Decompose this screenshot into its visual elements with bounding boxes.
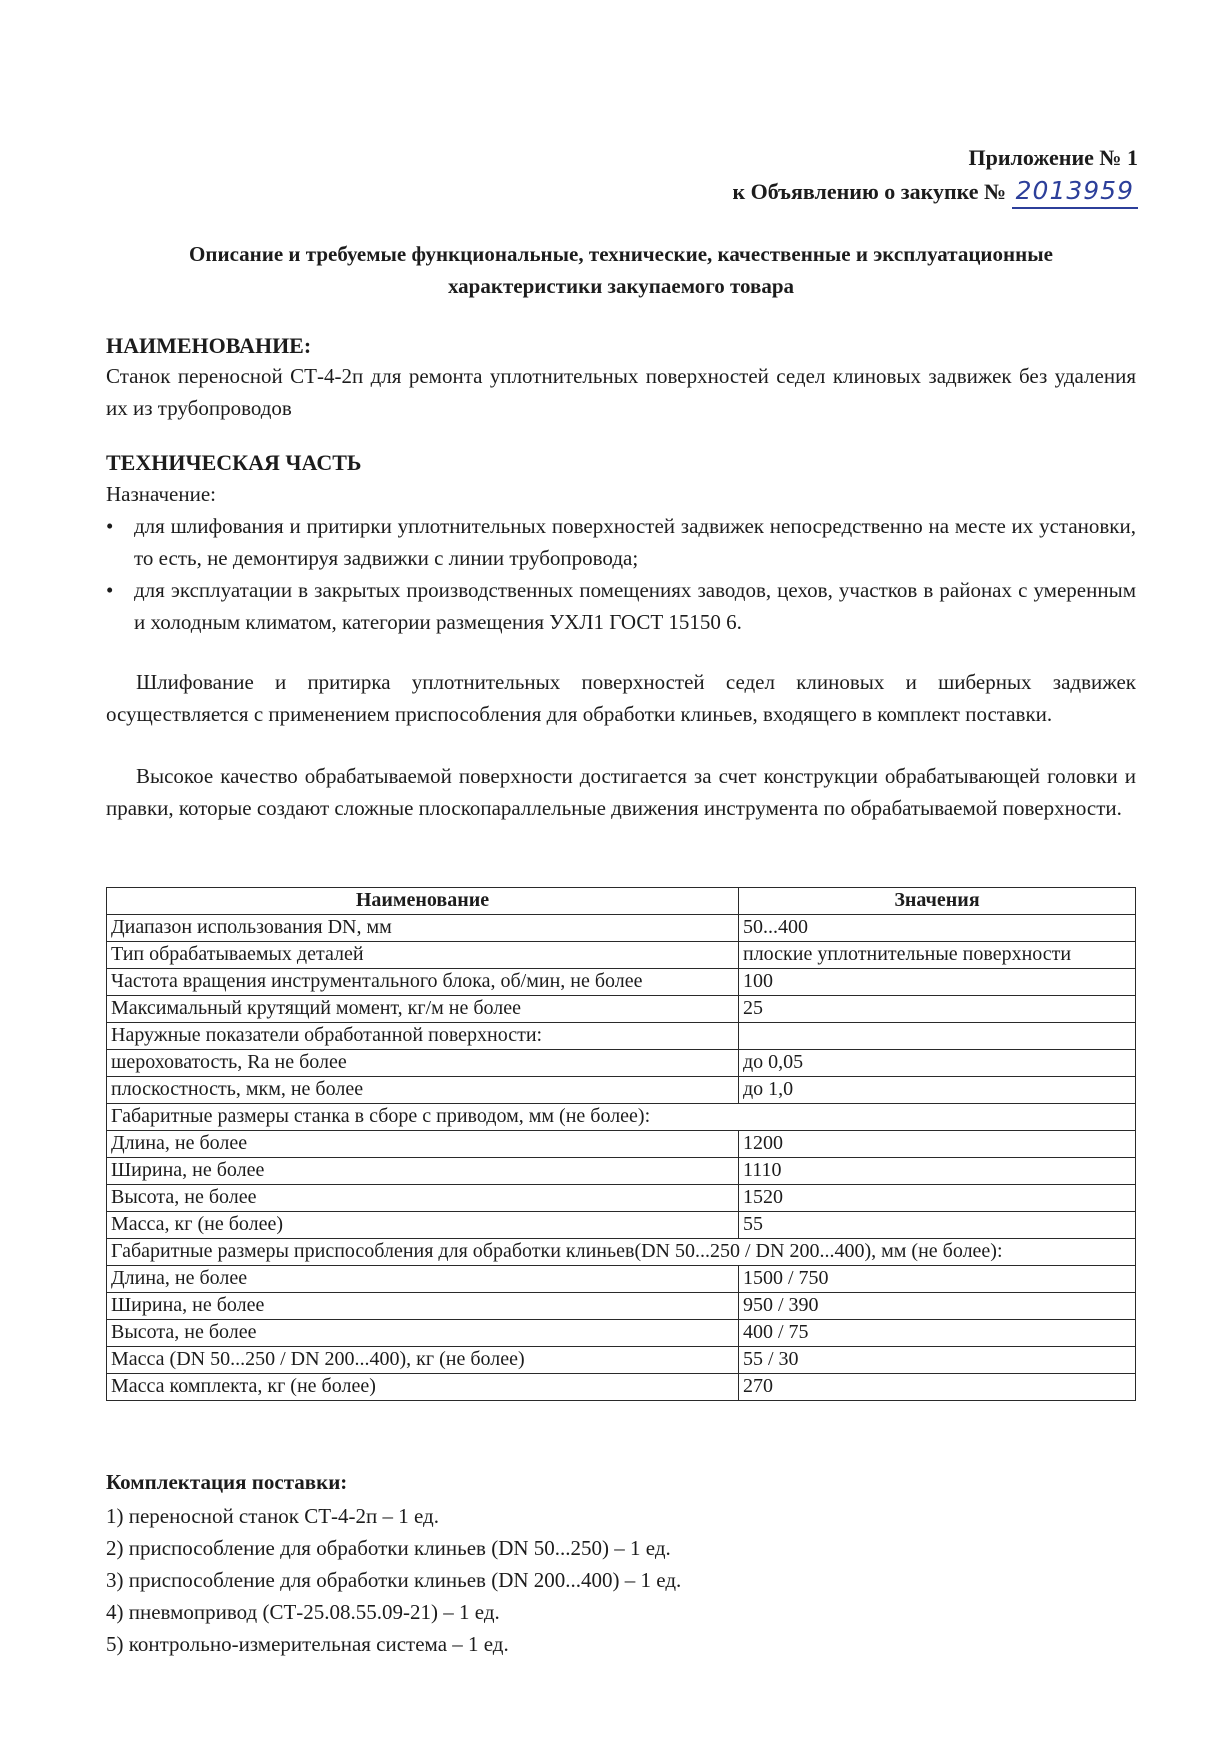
document-title-line-1: Описание и требуемые функциональные, технические, качественные и эксплуатационные	[189, 242, 1053, 266]
table-cell-parameter: Длина, не более	[107, 1131, 739, 1158]
table-row	[107, 1023, 1136, 1050]
table-row	[107, 1347, 1136, 1374]
table-cell-value: 400 / 75	[739, 1320, 1136, 1347]
table-row	[107, 942, 1136, 969]
table-row	[107, 1131, 1136, 1158]
table-row	[107, 1266, 1136, 1293]
table-cell-value: 25	[739, 996, 1136, 1023]
table-cell-value: 1500 / 750	[739, 1266, 1136, 1293]
table-cell-value: 1520	[739, 1185, 1136, 1212]
table-cell-parameter: Высота, не более	[107, 1185, 739, 1212]
table-cell-parameter: Ширина, не более	[107, 1293, 739, 1320]
table-row	[107, 996, 1136, 1023]
tech-section-heading: ТЕХНИЧЕСКАЯ ЧАСТЬ	[106, 450, 362, 475]
appendix-line: Приложение № 1	[968, 145, 1138, 170]
announcement-prefix: к Объявлению о закупке №	[732, 179, 1007, 204]
document-title-line-2: характеристики закупаемого товара	[447, 274, 795, 298]
table-cell-value: 1200	[739, 1131, 1136, 1158]
table-cell-parameter: Максимальный крутящий момент, кг/м не более	[107, 996, 739, 1023]
table-cell-value: до 1,0	[739, 1077, 1136, 1104]
table-row	[107, 1185, 1136, 1212]
purpose-bullet-1: • для шлифования и притирки уплотнительных поверхностей задвижек непосредственно на месте их установки, то есть, не демонтируя задвижки с линии трубопровода;	[106, 510, 1136, 574]
table-row	[107, 1239, 1136, 1266]
table-row	[107, 1050, 1136, 1077]
table-row	[107, 1212, 1136, 1239]
table-cell-parameter: Частота вращения инструментального блока, об/мин, не более	[107, 969, 739, 996]
table-cell-parameter: Наружные показатели обработанной поверхности:	[107, 1023, 739, 1050]
kit-item: 2) приспособление для обработки клиньев (DN 50...250) – 1 ед.	[106, 1536, 671, 1560]
table-row	[107, 1158, 1136, 1185]
kit-item: 1) переносной станок СТ-4-2п – 1 ед.	[106, 1504, 439, 1528]
table-cell-value: 50...400	[739, 915, 1136, 942]
announcement-line	[732, 174, 1138, 209]
table-cell-value: 100	[739, 969, 1136, 996]
purpose-bullet-2: • для эксплуатации в закрытых производственных помещениях заводов, цехов, участков в районах с умеренным и холодным климатом, категории размещения УХЛ1 ГОСТ 15150 6.	[106, 574, 1136, 638]
table-row	[107, 1077, 1136, 1104]
paragraph-quality: Высокое качество обрабатываемой поверхности достигается за счет конструкции обрабатывающей головки и правки, которые создают сложные плоскопараллельные движения инструмента по обрабатываемой поверхности.	[106, 764, 1136, 820]
kit-list	[106, 1500, 681, 1660]
table-row	[107, 969, 1136, 996]
spec-table-header-row	[107, 888, 1136, 915]
table-cell-spanning: Габаритные размеры станка в сборе с приводом, мм (не более):	[107, 1104, 1136, 1131]
table-cell-parameter: Длина, не более	[107, 1266, 739, 1293]
table-cell-spanning: Габаритные размеры приспособления для обработки клиньев(DN 50...250 / DN 200...400), мм (не более):	[107, 1239, 1136, 1266]
table-cell-parameter: Диапазон использования DN, мм	[107, 915, 739, 942]
spec-header-value: Значения	[739, 888, 1136, 915]
table-row	[107, 1293, 1136, 1320]
table-row	[107, 915, 1136, 942]
table-row	[107, 1320, 1136, 1347]
spec-header-name: Наименование	[107, 888, 739, 915]
table-cell-parameter: Тип обрабатываемых деталей	[107, 942, 739, 969]
paragraph-grinding: Шлифование и притирка уплотнительных поверхностей седел клиновых и шиберных задвижек осуществляется с применением приспособления для обработки клиньев, входящего в комплект поставки.	[106, 670, 1136, 726]
table-cell-parameter: Масса (DN 50...250 / DN 200...400), кг (не более)	[107, 1347, 739, 1374]
kit-heading: Комплектация поставки:	[106, 1470, 348, 1494]
table-cell-parameter: Масса комплекта, кг (не более)	[107, 1374, 739, 1401]
table-cell-value: до 0,05	[739, 1050, 1136, 1077]
table-cell-parameter: плоскостность, мкм, не более	[107, 1077, 739, 1104]
table-cell-value: 55 / 30	[739, 1347, 1136, 1374]
table-row	[107, 1374, 1136, 1401]
table-cell-parameter: шероховатость, Ra не более	[107, 1050, 739, 1077]
table-cell-parameter: Ширина, не более	[107, 1158, 739, 1185]
table-cell-value: 270	[739, 1374, 1136, 1401]
name-section-heading: НАИМЕНОВАНИЕ:	[106, 333, 312, 358]
table-row	[107, 1104, 1136, 1131]
name-section-text: Станок переносной СТ-4-2п для ремонта уплотнительных поверхностей седел клиновых задвижек без удаления их из трубопроводов	[106, 364, 1136, 420]
table-cell-parameter: Масса, кг (не более)	[107, 1212, 739, 1239]
document-title	[106, 238, 1136, 302]
table-cell-parameter: Высота, не более	[107, 1320, 739, 1347]
table-cell-value: 1110	[739, 1158, 1136, 1185]
table-cell-value: 950 / 390	[739, 1293, 1136, 1320]
kit-item: 5) контрольно-измерительная система – 1 ед.	[106, 1632, 509, 1656]
purpose-label: Назначение:	[106, 482, 217, 506]
handwritten-announcement-number: 2013959	[1012, 174, 1138, 209]
table-cell-value: плоские уплотнительные поверхности	[739, 942, 1136, 969]
kit-item: 4) пневмопривод (СТ-25.08.55.09-21) – 1 ед.	[106, 1600, 500, 1624]
table-cell-value	[739, 1023, 1136, 1050]
table-cell-value: 55	[739, 1212, 1136, 1239]
purpose-bullet-list	[106, 510, 1136, 638]
spec-table	[106, 887, 1136, 1401]
kit-item: 3) приспособление для обработки клиньев (DN 200...400) – 1 ед.	[106, 1568, 682, 1592]
appendix-header	[732, 141, 1138, 209]
